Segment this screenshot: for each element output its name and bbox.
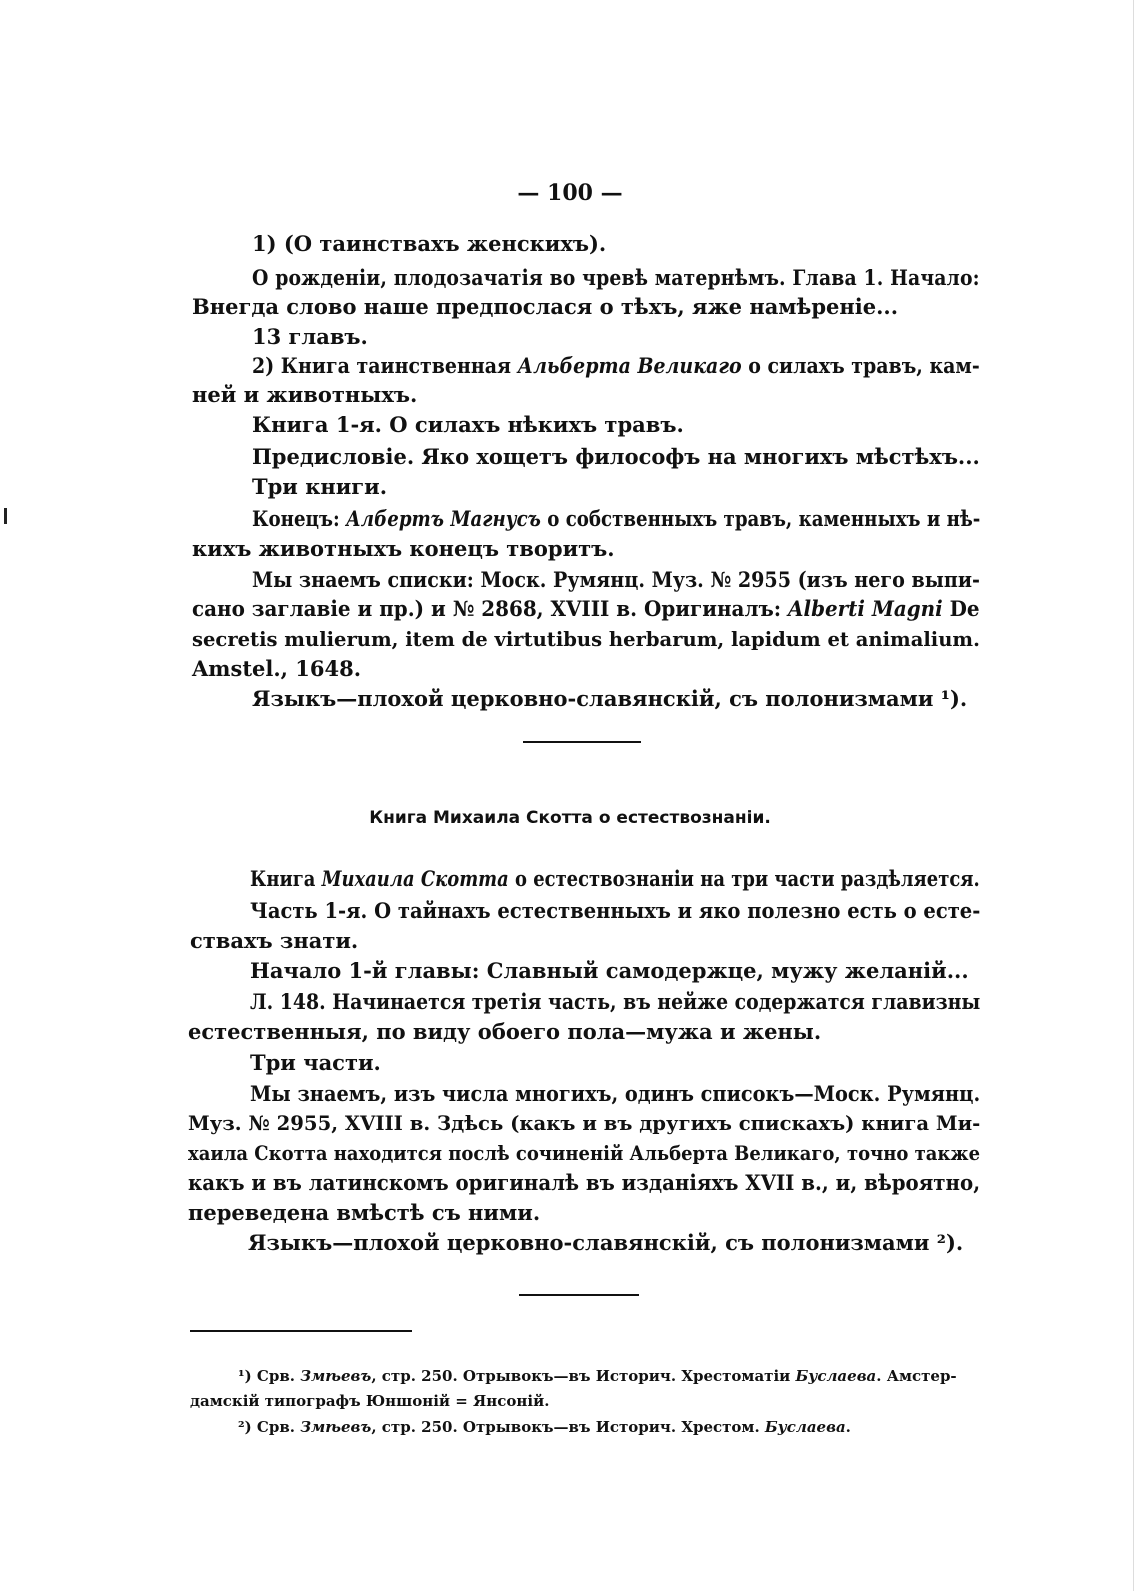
text-segment: сано заглавіе и пр.) и № 2868, XVIII в. Оригиналъ: [192,596,789,621]
section-heading: Книга Михаила Скотта о естествознаніи. [369,808,771,828]
footnote-1-continuation: дамскій типографъ Юншоній = Янсоній. [190,1392,550,1410]
cited-author: Буслаева [795,1367,877,1385]
text-segment: , стр. 250. Отрывокъ—въ Историч. Хрестоматіи [371,1367,796,1385]
author-name: Албертъ Магнусъ [345,506,541,531]
text-segment: De [942,596,980,621]
book-page: — 100 — 1) (О таинствахъ женскихъ). О рожденіи, плодозачатія во чревѣ матернѣмъ. Глава 1. Начало: Внегда слово наше предпослася о тѣхъ, яже намѣреніе... 13 главъ. 2) Книга таинственная Альберта Великаго о силахъ травъ, кам- ней и животныхъ. Книга 1-я. О силахъ нѣкихъ травъ. Предисловіе. Яко хощетъ философъ на многихъ мѣстѣхъ... Три книги. Конецъ: Албертъ Магнусъ о собственныхъ травъ, каменныхъ и нѣ- кихъ животныхъ конецъ творитъ. Мы знаемъ списки: Моск. Румянц. Муз. № 2955 (изъ него выпи- сано заглавіе и пр.) и № 2868, XVIII в. Оригиналъ: Alberti Magni De secretis mulierum, item de virtutibus herbarum, lapidum et animalium. Amstel., 1648. Языкъ—плохой церковно-славянскій, съ полонизмами ¹). Книга Михаила Скотта о естествознаніи. Книга Михаила Скотта о естествознаніи на три части раздѣляется. Часть 1-я. О тайнахъ естественныхъ и яко полезно есть о есте- ствахъ знати. Начало 1-й главы: Славный самодержце, мужу желаній... Л. 148. Начинается третія часть, въ нейже содержатся главизны естественныя, по виду обоего пола—мужа и жены. Три части. Мы знаемъ, изъ числа многихъ, одинъ списокъ—Моск. Румянц. Муз. № 2955, XVIII в. Здѣсь (какъ и въ другихъ спискахъ) книга Ми- хаила Скотта находится послѣ сочиненій Альберта Великаго, точно также какъ и въ латинскомъ оригиналѣ въ изданіяхъ XVII в., и, вѣроятно, переведена вмѣстѣ съ ними. Языкъ—плохой церковно-славянскій, съ полонизмами ²). ¹) Срв. Змѣевъ, стр. 250. Отрывокъ—въ Историч. Хрестоматіи Буслаева. Амстер- дамскій типографъ Юншоній = Янсоній. ²) Срв. Змѣевъ, стр. 250. Отрывокъ—въ Историч. Хрестом. Буслаева. [0,0,1140,1591]
text-segment: Книга [250,866,322,891]
author-name: Альберта Великаго [517,353,742,378]
scan-edge-line [1133,0,1134,1591]
section-divider [519,1294,639,1296]
text-segment: 2) Книга таинственная [252,353,518,378]
text-segment: . [845,1418,851,1436]
footnote-rule [190,1330,412,1332]
footnote-1 [238,1366,957,1386]
text-segment: о естествознаніи на три части раздѣляется. [508,866,980,891]
text-segment: ²) Срв. [238,1418,301,1436]
author-name: Михаила Скотта [321,866,509,891]
text-segment: , стр. 250. Отрывокъ—въ Историч. Хрестом. [371,1418,765,1436]
text-segment: Конецъ: [252,506,346,531]
text-segment: ¹) Срв. [238,1367,301,1385]
page-number: — 100 — [517,180,623,206]
cited-author: Змѣевъ [300,1418,372,1436]
text-segment: о силахъ травъ, кам- [741,353,980,378]
cited-author: Буслаева [764,1418,846,1436]
scan-edge-mark [4,508,7,524]
footnote-2 [238,1417,851,1437]
text-segment: о собственныхъ травъ, каменныхъ и нѣ- [540,506,981,531]
section-divider [523,741,641,743]
cited-author: Змѣевъ [300,1367,372,1385]
text-segment: . Амстер- [876,1367,957,1385]
latin-author: Alberti Magni [788,596,943,621]
